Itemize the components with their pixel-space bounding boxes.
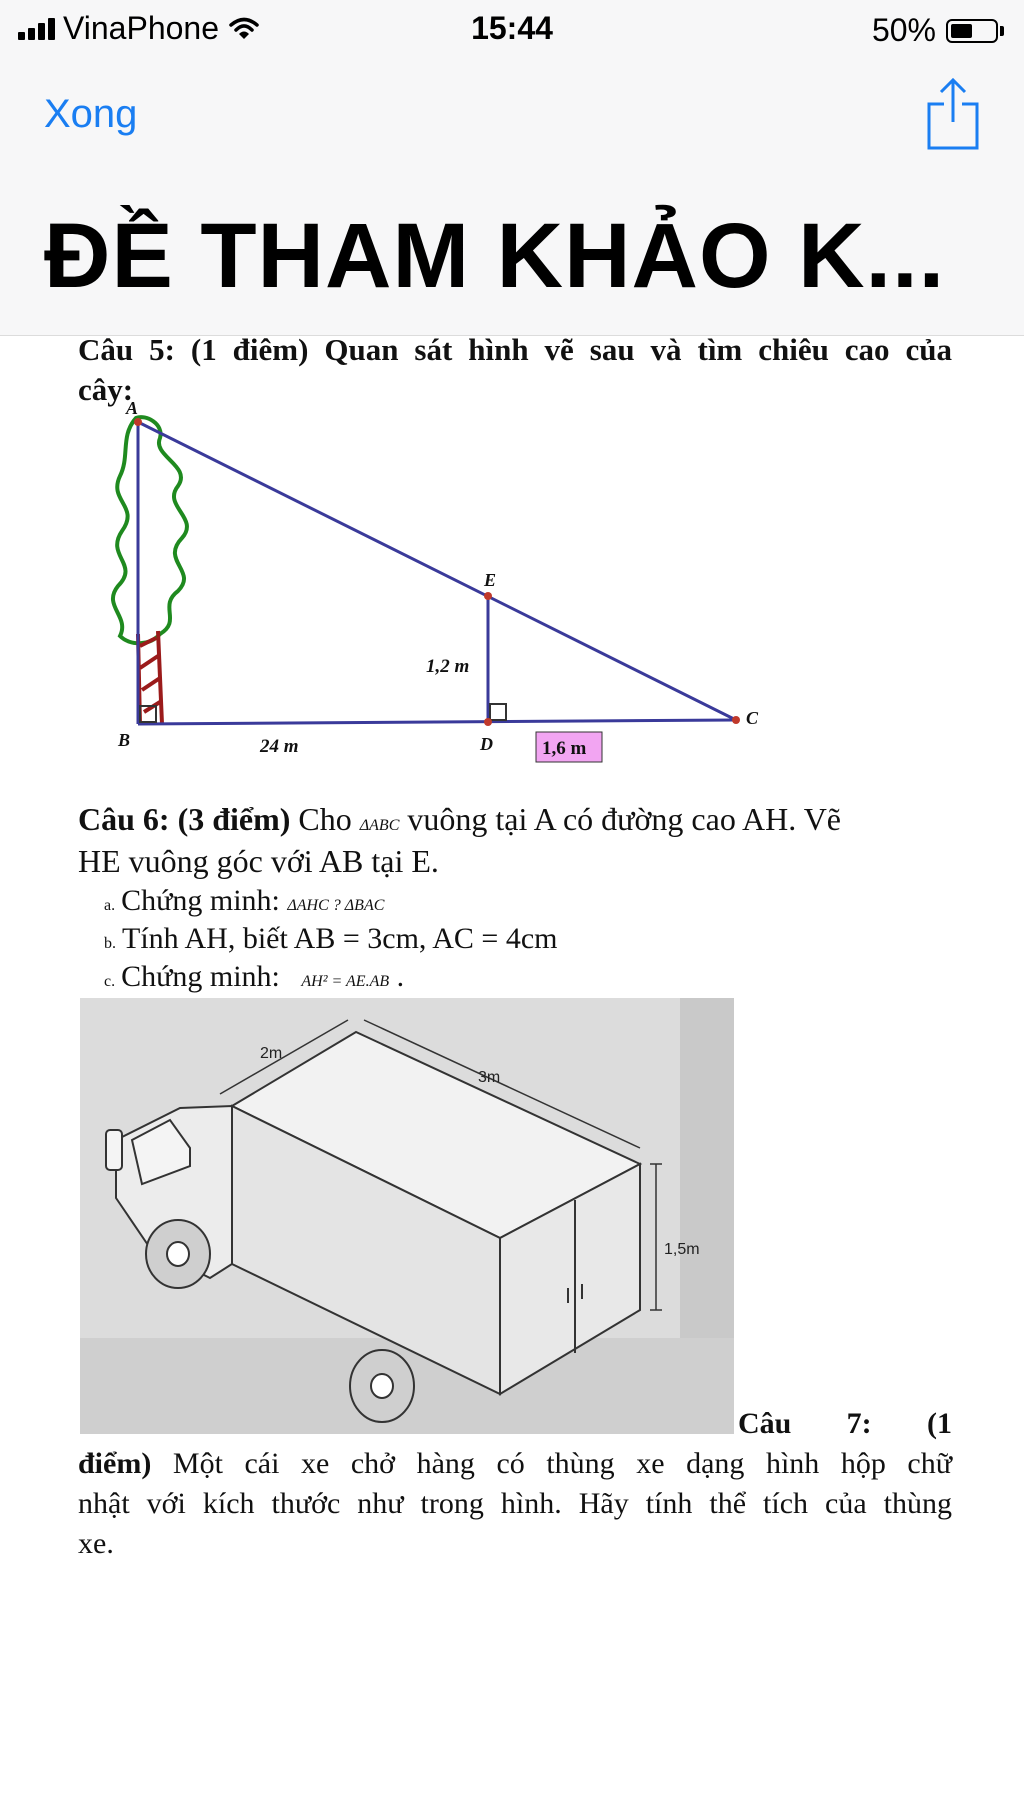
label-width: 2m (260, 1045, 283, 1062)
q6-lead: Câu 6: (3 điểm) (78, 801, 291, 837)
q5-heading-cont: cây: (78, 372, 134, 407)
q6-item-c-text: Chứng minh: (121, 960, 280, 993)
q7-line2-bold: điểm) (78, 1447, 152, 1480)
q6-item-c-bullet: c. (104, 973, 116, 990)
battery-icon (946, 19, 998, 43)
label-D: D (480, 734, 493, 754)
q6-item-a-bullet: a. (104, 897, 116, 914)
status-bar (0, 0, 1024, 60)
q5-heading: Câu 5: (1 điêm) Quan sát hình vẽ sau và tìm chiêu cao của (78, 332, 952, 367)
q6-text2: vuông tại A có đường cao AH. Vẽ (407, 801, 841, 837)
q6-item-a (104, 882, 384, 925)
nav-bar (0, 60, 1024, 336)
q6-item-a-text: Chứng minh: (121, 884, 280, 917)
label-E: E (484, 570, 497, 590)
line-BC (138, 720, 736, 724)
label-length: 3m (478, 1069, 501, 1086)
point-D (484, 718, 492, 726)
label-A: A (126, 398, 139, 418)
q6-item-c-math: AH² = AE.AB (301, 973, 390, 990)
q6-item-b-text: Tính AH, biết AB = 3cm, AC = 4cm (122, 922, 558, 955)
document-page[interactable] (0, 332, 1024, 1820)
carrier-name: VinaPhone (63, 10, 219, 46)
point-A (134, 418, 142, 426)
battery-percent: 50% (871, 12, 936, 48)
share-icon[interactable] (924, 76, 982, 152)
q7-head-word-3: (1 (926, 1407, 952, 1440)
q7-truck-figure (80, 998, 734, 1434)
q6-text1: Cho (298, 801, 352, 837)
document-title: ĐỀ THAM KHẢO K... (44, 205, 946, 307)
q6-triangle: ΔABC (359, 817, 400, 834)
q6-item-c (104, 958, 404, 1001)
done-button[interactable]: Xong (44, 92, 138, 136)
q7-head-word-2: 7: (846, 1407, 872, 1440)
point-E (484, 592, 492, 600)
right-angle-D (490, 704, 506, 720)
q6-item-b (104, 920, 558, 963)
label-C: C (746, 708, 759, 728)
q7-line3: nhật với kích thước như trong hình. Hãy tính thể tích của thùng (78, 1487, 952, 1520)
label-DC: 1,6 m (542, 738, 587, 759)
q7-head-word-1: Câu (738, 1407, 792, 1440)
q6-item-b-bullet: b. (104, 935, 116, 952)
q6-line2: HE vuông góc với AB tại E. (78, 843, 439, 879)
label-B: B (118, 730, 131, 750)
label-BD: 24 m (260, 736, 299, 757)
label-height: 1,5m (664, 1241, 700, 1258)
q7-line4: xe. (78, 1527, 114, 1560)
q6-item-a-math: ΔAHC ? ΔBAC (287, 897, 385, 914)
tree-trunk (138, 631, 162, 724)
q5-tree-figure (100, 398, 780, 759)
tree-foliage (113, 417, 187, 643)
battery (872, 12, 1004, 49)
point-C (732, 716, 740, 724)
label-ED: 1,2 m (426, 656, 470, 677)
q7-heading (738, 1404, 952, 1444)
q7-line2 (78, 1444, 952, 1484)
q7-line2-rest: Một cái xe chở hàng có thùng xe dạng hình hộp chữ (172, 1447, 952, 1480)
q6-item-c-tail: . (396, 960, 405, 993)
clock: 15:44 (471, 10, 553, 46)
